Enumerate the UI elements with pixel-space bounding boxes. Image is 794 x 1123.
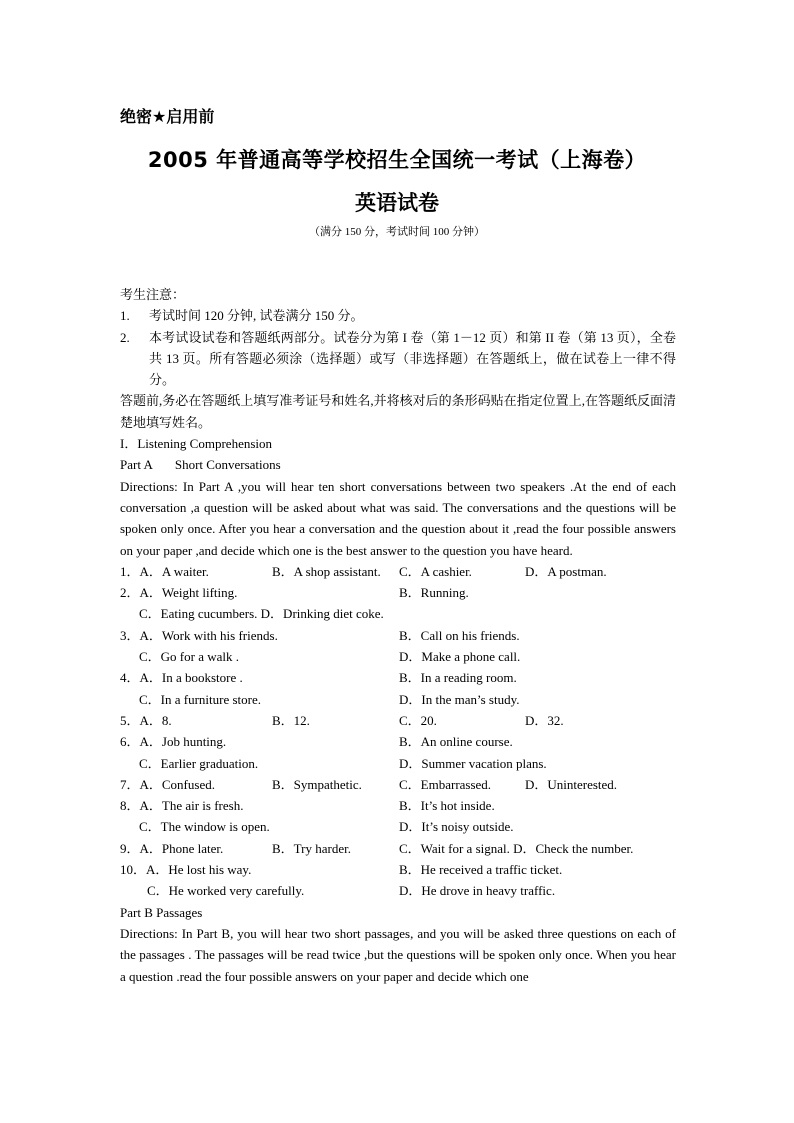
- option-a: 4．A．In a bookstore .: [120, 670, 243, 686]
- question-row: [120, 880, 676, 901]
- notice-number: 2.: [120, 329, 130, 345]
- question-row: [120, 859, 676, 880]
- option-b: B．He received a traffic ticket.: [399, 862, 563, 878]
- option-c: C．Earlier graduation.: [139, 755, 259, 771]
- option-b: B．An online course.: [399, 734, 513, 750]
- option-d: D．He drove in heavy traffic.: [399, 883, 556, 899]
- option-b: B．Running.: [399, 585, 469, 601]
- question-row: [120, 561, 676, 582]
- question-row: [120, 625, 676, 646]
- option-d: D．Uninterested.: [525, 776, 618, 792]
- option-a: 6．A．Job hunting.: [120, 734, 227, 750]
- part-a-heading: [120, 454, 676, 475]
- option-a: 10．A．He lost his way.: [120, 862, 252, 878]
- option-c: C．He worked very carefully.: [147, 883, 305, 899]
- section-title: I．Listening Comprehension: [120, 436, 273, 452]
- option-c: C．In a furniture store.: [139, 691, 262, 707]
- option-cd: C．Eating cucumbers. D．Drinking diet coke.: [139, 606, 384, 622]
- option-b: B．In a reading room.: [399, 670, 517, 686]
- exam-subtitle: 英语试卷: [355, 191, 439, 215]
- question-row: [120, 753, 676, 774]
- option-d: D．Summer vacation plans.: [399, 755, 547, 771]
- part-b-title: Part B Passages: [120, 904, 203, 920]
- question-row: [120, 646, 676, 667]
- option-b: B．Call on his friends.: [399, 627, 520, 643]
- question-row: [120, 603, 676, 624]
- score-time-note: （满分 150 分，考试时间 100 分钟）: [309, 226, 485, 238]
- option-d: D．Make a phone call.: [399, 649, 521, 665]
- option-b: B．Try harder.: [272, 840, 351, 856]
- option-a: 5．A．8.: [120, 712, 172, 728]
- notice-heading: 考生注意：: [120, 287, 186, 302]
- part-b-directions: Directions: In Part B, you will hear two short passages, and you will be asked three questions on each of the passages . The passages will be read twice ,but the questions will be spoken only once. When you hear a question .read the four possible answers on your paper and decide which one: [120, 925, 676, 984]
- part-a-title: Short Conversations: [174, 457, 281, 473]
- exam-content: [120, 284, 676, 987]
- confidential-mark: 绝密★启用前: [120, 107, 215, 126]
- question-row: [120, 795, 676, 816]
- question-row: [120, 816, 676, 837]
- option-a: 7．A．Confused.: [120, 776, 215, 792]
- question-row: [120, 838, 676, 859]
- notice-extra: 答题前,务必在答题纸上填写准考证号和姓名,并将核对后的条形码贴在指定位置上,在答题纸反面清楚地填写姓名。: [120, 393, 676, 430]
- part-a-label: Part A: [120, 457, 153, 473]
- option-b: B．A shop assistant.: [272, 563, 381, 579]
- option-a: 3．A．Work with his friends.: [120, 627, 278, 643]
- option-a: 9．A．Phone later.: [120, 840, 224, 856]
- part-a-directions: Directions: In Part A ,you will hear ten short conversations between two speakers .At the end of each conversation ,a question will be asked about what was said. The conversations and the questions will be spoken only once. After you hear a conversation and the question about it ,read the four possible answers on your paper ,and decide which one is the best answer to the question you have heard.: [120, 478, 676, 558]
- option-c: C．Embarrassed.: [399, 776, 492, 792]
- option-cd: C．Wait for a signal. D．Check the number.: [399, 840, 634, 856]
- exam-title: 2005 年普通高等学校招生全国统一考试（上海卷）: [147, 148, 647, 172]
- option-b: B．Sympathetic.: [272, 776, 362, 792]
- question-row: [120, 689, 676, 710]
- option-b: B．12.: [272, 712, 310, 728]
- notice-text: 本考试设试卷和答题纸两部分。试卷分为第 I 卷（第 1－12 页）和第 II 卷（第 13 页），全卷共 13 页。所有答题必须涂（选择题）或写（非选择题）在答题纸上，做在试卷上一律不得分。: [149, 329, 676, 388]
- option-d: D．32.: [525, 712, 564, 728]
- question-row: [120, 667, 676, 688]
- option-b: B．It’s hot inside.: [399, 798, 495, 814]
- notice-number: 1.: [120, 308, 130, 324]
- notice-item: [120, 327, 676, 391]
- question-row: [120, 774, 676, 795]
- option-d: D．In the man’s study.: [399, 691, 520, 707]
- option-a: 8．A．The air is fresh.: [120, 798, 244, 814]
- question-row: [120, 731, 676, 752]
- option-c: C．The window is open.: [139, 819, 270, 835]
- question-row: [120, 710, 676, 731]
- option-c: C．Go for a walk .: [139, 649, 240, 665]
- option-d: D．It’s noisy outside.: [399, 819, 514, 835]
- option-c: C．A cashier.: [399, 563, 472, 579]
- option-a: 1．A．A waiter.: [120, 563, 209, 579]
- notice-item: [120, 305, 676, 326]
- option-a: 2．A．Weight lifting.: [120, 585, 238, 601]
- question-row: [120, 582, 676, 603]
- option-c: C．20.: [399, 712, 437, 728]
- notice-text: 考试时间 120 分钟, 试卷满分 150 分。: [149, 308, 364, 324]
- option-d: D．A postman.: [525, 563, 607, 579]
